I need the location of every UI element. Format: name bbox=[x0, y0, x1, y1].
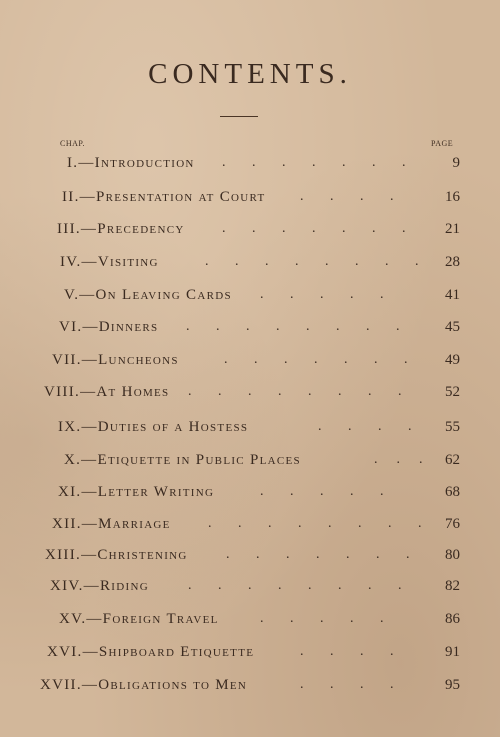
chapter-column-header: CHAP. bbox=[60, 139, 85, 148]
chapter-title: X.—Etiquette in Public Places bbox=[64, 452, 301, 468]
page-number: 82 bbox=[445, 578, 460, 594]
page-column-header: PAGE bbox=[431, 139, 454, 148]
page-number: 91 bbox=[445, 644, 460, 660]
page-number: 45 bbox=[445, 319, 460, 335]
page-title: CONTENTS. bbox=[148, 58, 352, 90]
page-number: 28 bbox=[445, 254, 460, 270]
toc-entry bbox=[0, 484, 500, 508]
chapter-title: XII.—Marriage bbox=[52, 516, 171, 532]
leader-dots: . . . . . . . . bbox=[188, 384, 406, 399]
leader-dots: . . . . . . . . bbox=[208, 516, 426, 531]
leader-dots: . . . . bbox=[300, 644, 398, 659]
toc-entry bbox=[0, 287, 500, 311]
toc-entry bbox=[0, 452, 500, 476]
leader-dots: . . . . . . . bbox=[222, 155, 410, 170]
chapter-title: III.—Precedency bbox=[57, 221, 185, 237]
page-number: 68 bbox=[445, 484, 460, 500]
toc-entry bbox=[0, 155, 500, 179]
leader-dots: . . . . . . . . bbox=[205, 254, 423, 269]
toc-entry bbox=[0, 578, 500, 602]
leader-dots: . . . . bbox=[300, 677, 398, 692]
chapter-title: V.—On Leaving Cards bbox=[64, 287, 232, 303]
page-number: 76 bbox=[445, 516, 460, 532]
chapter-title: II.—Presentation at Court bbox=[62, 189, 266, 205]
page-number: 9 bbox=[452, 155, 460, 171]
page-number: 41 bbox=[445, 287, 460, 303]
chapter-title: I.—Introduction bbox=[67, 155, 195, 171]
leader-dots: . . . . . bbox=[260, 287, 388, 302]
chapter-title: XI.—Letter Writing bbox=[58, 484, 215, 500]
leader-dots: . . . . . bbox=[260, 484, 388, 499]
page-number: 52 bbox=[445, 384, 460, 400]
page-number: 49 bbox=[445, 352, 460, 368]
leader-dots: . . . . . . . . bbox=[188, 578, 406, 593]
toc-entry bbox=[0, 221, 500, 245]
chapter-title: XVI.—Shipboard Etiquette bbox=[47, 644, 255, 660]
toc-entry bbox=[0, 611, 500, 635]
toc-entry bbox=[0, 319, 500, 343]
chapter-title: VI.—Dinners bbox=[59, 319, 159, 335]
page-number: 95 bbox=[445, 677, 460, 693]
chapter-title: VII.—Luncheons bbox=[52, 352, 179, 368]
toc-entry bbox=[0, 254, 500, 278]
leader-dots: . . . bbox=[374, 452, 427, 467]
leader-dots: . . . . bbox=[318, 419, 416, 434]
page-number: 55 bbox=[445, 419, 460, 435]
toc-entry bbox=[0, 547, 500, 571]
chapter-title: IX.—Duties of a Hostess bbox=[58, 419, 249, 435]
chapter-title: IV.—Visiting bbox=[60, 254, 159, 270]
page-number: 80 bbox=[445, 547, 460, 563]
toc-entry bbox=[0, 384, 500, 408]
toc-entry bbox=[0, 189, 500, 213]
toc-entry bbox=[0, 419, 500, 443]
title-rule bbox=[220, 116, 258, 117]
page-number: 62 bbox=[445, 452, 460, 468]
leader-dots: . . . . . . . bbox=[226, 547, 414, 562]
leader-dots: . . . . . . . bbox=[222, 221, 410, 236]
leader-dots: . . . . bbox=[300, 189, 398, 204]
page-number: 16 bbox=[445, 189, 460, 205]
chapter-title: XV.—Foreign Travel bbox=[59, 611, 219, 627]
page-number: 86 bbox=[445, 611, 460, 627]
page-number: 21 bbox=[445, 221, 460, 237]
toc-entry bbox=[0, 516, 500, 540]
leader-dots: . . . . . . . bbox=[224, 352, 412, 367]
leader-dots: . . . . . bbox=[260, 611, 388, 626]
chapter-title: XVII.—Obligations to Men bbox=[40, 677, 248, 693]
toc-entry bbox=[0, 644, 500, 668]
toc-entry bbox=[0, 677, 500, 701]
chapter-title: XIV.—Riding bbox=[50, 578, 149, 594]
leader-dots: . . . . . . . . bbox=[186, 319, 404, 334]
toc-entry bbox=[0, 352, 500, 376]
chapter-title: VIII.—At Homes bbox=[44, 384, 170, 400]
chapter-title: XIII.—Christening bbox=[45, 547, 188, 563]
